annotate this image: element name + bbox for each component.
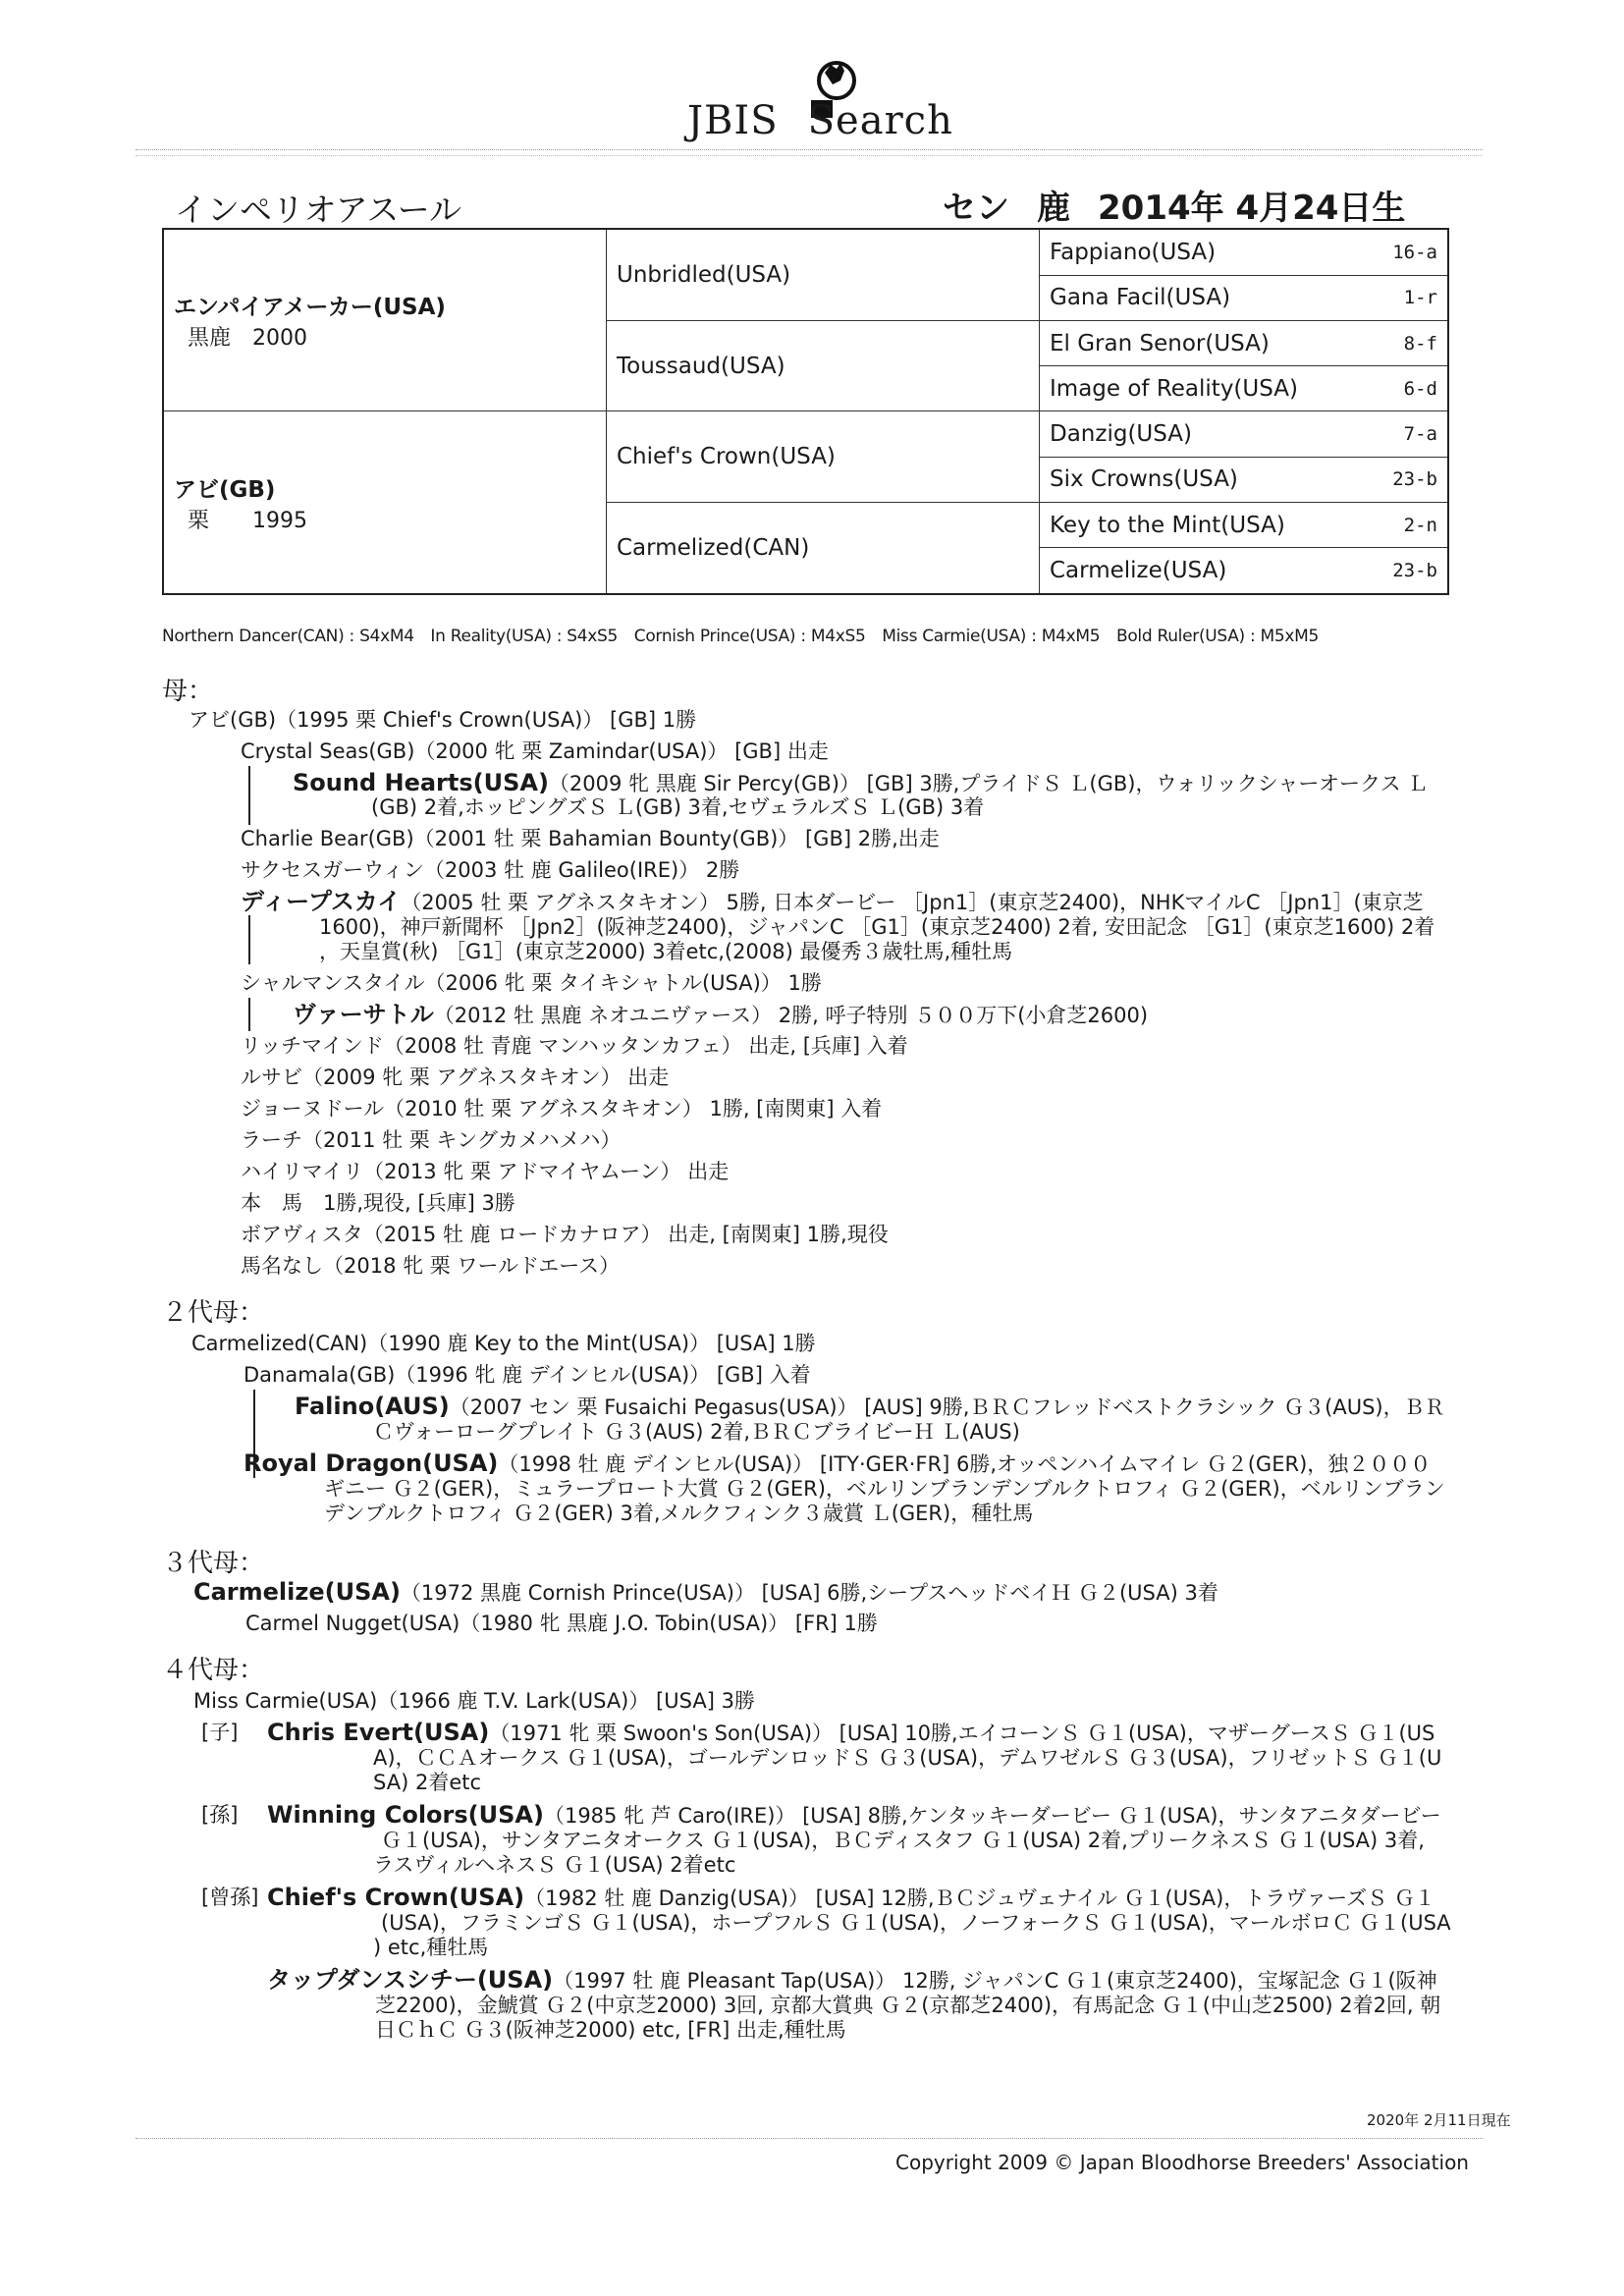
g3-cell: Key to the Mint(USA) 2-n: [1040, 503, 1449, 548]
g3-cell: Image of Reality(USA) 6-d: [1040, 366, 1449, 411]
logo-text: JBIS Search: [687, 98, 953, 143]
g2-cell: Chief's Crown(USA): [607, 411, 1040, 503]
family-line: (USA)，フラミンゴＳ Ｇ１(USA)，ホープフルＳ Ｇ１(USA)，ノーフォークＳ Ｇ１(USA)，マールボロＣ Ｇ１(USA: [381, 1911, 1451, 1935]
g3-cell: Six Crowns(USA) 23-b: [1040, 457, 1449, 502]
family-line: ) etc,種牡馬: [373, 1936, 489, 1959]
tree-bar: [248, 998, 250, 1031]
family-number: 2-n: [1403, 514, 1437, 536]
sire-cell: [163, 229, 607, 411]
family-line: ルサビ（2009 牝 栗 アグネスタキオン） 出走: [241, 1066, 670, 1089]
g2-cell: Unbridled(USA): [607, 229, 1040, 320]
family-line: A)，ＣＣＡオークス Ｇ１(USA)，ゴールデンロッドＳ Ｇ３(USA)，デムワゼルＳ Ｇ３(USA)，フリゼットＳ Ｇ１(U: [373, 1746, 1442, 1770]
family-line: Ｇ１(USA)，サンタアニタオークス Ｇ１(USA)，ＢＣディスタフ Ｇ１(USA) 2着,プリークネスＳ Ｇ１(USA) 3着,: [381, 1829, 1425, 1852]
family-line: Carmelize(USA)（1972 黒鹿 Cornish Prince(USA)） [USA] 6勝,シープスヘッドベイＨ Ｇ２(USA) 3着: [193, 1578, 1218, 1606]
family-line: 日ＣｈＣ Ｇ３(阪神芝2000) etc, [FR] 出走,種牡馬: [375, 2018, 846, 2042]
pedigree-table: [162, 228, 1449, 595]
family-line: サクセスガーウィン（2003 牡 鹿 Galileo(IRE)） 2勝: [241, 858, 740, 882]
header-rule: [135, 149, 1483, 150]
family-line: リッチマインド（2008 牡 青鹿 マンハッタンカフェ） 出走, [兵庫] 入着: [241, 1034, 908, 1058]
family-line: Chris Evert(USA)（1971 牝 栗 Swoon's Son(USA)） [USA] 10勝,エイコーンＳ Ｇ１(USA)，マザーグースＳ Ｇ１(US: [267, 1719, 1435, 1746]
family-line: Carmel Nugget(USA)（1980 牝 黒鹿 J.O. Tobin(USA)） [FR] 1勝: [245, 1612, 878, 1635]
family-line: Royal Dragon(USA)（1998 牡 鹿 デインヒル(USA)） [ITY·GER·FR] 6勝,オッペンハイムマイレ Ｇ２(GER)，独２０００: [244, 1449, 1432, 1477]
section-g3dam: ３代母：: [162, 1549, 265, 1578]
family-line: Sound Hearts(USA)（2009 牝 黒鹿 Sir Percy(GB)） [GB] 3勝,プライドＳ Ｌ(GB)，ウォリックシャーオークス Ｌ: [293, 769, 1429, 796]
family-line: ，天皇賞(秋) ［G1］(東京芝2000) 3着etc,(2008) 最優秀３歳牡馬,種牡馬: [319, 940, 1013, 963]
family-line: 芝2200)，金鯱賞 Ｇ２(中京芝2000) 3回, 京都大賞典 Ｇ２(京都芝2400)，有馬記念 Ｇ１(中山芝2500) 2着2回, 朝: [375, 1994, 1441, 2017]
family-line: 1600)，神戸新聞杯 ［Jpn2］(阪神芝2400)，ジャパンC ［G1］(東京芝2400) 2着, 安田記念 ［G1］(東京芝1600) 2着: [319, 915, 1435, 939]
family-number: 23-b: [1392, 560, 1437, 582]
horse-birth: 2014年 4月24日生: [1098, 189, 1406, 228]
relation-tag: [孫]: [201, 1803, 239, 1827]
family-line: デンブルクトロフィ Ｇ２(GER) 3着,メルクフィンク３歳賞 Ｌ(GER)，種牡馬: [324, 1502, 1034, 1525]
sire-info: 黒鹿 2000: [188, 326, 307, 352]
family-line: タップダンスシチー(USA)（1997 牡 鹿 Pleasant Tap(USA)） 12勝, ジャパンC Ｇ１(東京芝2400)，宝塚記念 Ｇ１(阪神: [267, 1966, 1437, 1994]
family-number: 7-a: [1403, 423, 1437, 446]
horse-color: 鹿: [1037, 189, 1070, 228]
family-line: Charlie Bear(GB)（2001 牡 栗 Bahamian Bounty(GB)） [GB] 2勝,出走: [241, 827, 940, 850]
family-line: 本 馬 1勝,現役, [兵庫] 3勝: [241, 1191, 515, 1215]
family-line: Miss Carmie(USA)（1966 鹿 T.V. Lark(USA)） [USA] 3勝: [193, 1689, 755, 1713]
horse-meta: [943, 181, 1433, 229]
g2-cell: Toussaud(USA): [607, 320, 1040, 411]
family-line: Falino(AUS)（2007 セン 栗 Fusaichi Pegasus(USA)） [AUS] 9勝,ＢＲＣフレッドベストクラシック Ｇ３(AUS)，ＢＲ: [295, 1393, 1445, 1420]
dam-name: アビ(GB): [174, 476, 276, 503]
family-line: ジョーヌドール（2010 牡 栗 アグネスタキオン） 1勝, [南関東] 入着: [241, 1097, 883, 1121]
family-number: 8-f: [1403, 332, 1437, 355]
g3-cell: Carmelize(USA) 23-b: [1040, 548, 1449, 594]
dam-cell: [163, 411, 607, 594]
g3-cell: Fappiano(USA) 16-a: [1040, 229, 1449, 275]
family-line: ディープスカイ（2005 牡 栗 アグネスタキオン） 5勝, 日本ダービー ［Jpn1］(東京芝2400)，NHKマイルC ［Jpn1］(東京芝: [241, 888, 1424, 915]
relation-tag: [子]: [201, 1721, 239, 1744]
inbreeding-line: Northern Dancer(CAN) : S4xM4 In Reality(USA) : S4xS5 Cornish Prince(USA) : M4xS5 Miss Carmie(USA) : M4xM5 Bold Ruler(USA) : M5xM5: [162, 627, 1320, 646]
family-number: 23-b: [1392, 468, 1437, 491]
family-number: 6-d: [1403, 377, 1437, 400]
header-rule-2: [135, 155, 1483, 156]
section-g4dam: ４代母：: [162, 1656, 265, 1685]
family-line: (GB) 2着,ホッピングズＳ Ｌ(GB) 3着,セヴェラルズＳ Ｌ(GB) 3着: [371, 795, 985, 819]
family-line: ラーチ（2011 牡 栗 キングカメハメハ）: [241, 1128, 622, 1152]
family-line: ボアヴィスタ（2015 牡 鹿 ロードカナロア） 出走, [南関東] 1勝,現役: [241, 1223, 889, 1246]
g3-cell: El Gran Senor(USA) 8-f: [1040, 320, 1449, 365]
section-dam: 母：: [162, 677, 214, 706]
family-line: Carmelized(CAN)（1990 鹿 Key to the Mint(USA)） [USA] 1勝: [191, 1332, 816, 1355]
g3-cell: Danzig(USA) 7-a: [1040, 411, 1449, 457]
family-line: Ｃヴォーローグプレイト Ｇ３(AUS) 2着,ＢＲＣブライビーＨ Ｌ(AUS): [373, 1420, 1020, 1444]
family-line: ギニー Ｇ２(GER)，ミュラープロート大賞 Ｇ２(GER)，ベルリンブランデンブルクトロフィ Ｇ２(GER)，ベルリンブラン: [324, 1477, 1445, 1501]
g2-cell: Carmelized(CAN): [607, 503, 1040, 594]
family-line: アビ(GB)（1995 栗 Chief's Crown(USA)） [GB] 1勝: [189, 708, 697, 732]
relation-tag: [曾孫]: [201, 1886, 259, 1909]
g3-cell: Gana Facil(USA) 1-r: [1040, 275, 1449, 320]
horse-name: インペリオアスール: [175, 191, 462, 229]
family-line: Danamala(GB)（1996 牝 鹿 デインヒル(USA)） [GB] 入着: [244, 1363, 811, 1387]
tree-bar: [248, 766, 250, 825]
horse-sex: セン: [943, 189, 1009, 228]
tree-bar: [248, 915, 250, 964]
footer-rule: [135, 2138, 1483, 2139]
family-number: 1-r: [1403, 287, 1437, 309]
family-line: Chief's Crown(USA)（1982 牡 鹿 Danzig(USA)） [USA] 12勝,ＢＣジュヴェナイル Ｇ１(USA)，トラヴァーズＳ Ｇ１: [267, 1884, 1435, 1911]
family-line: シャルマンスタイル（2006 牝 栗 タイキシャトル(USA)） 1勝: [241, 971, 822, 995]
family-number: 16-a: [1392, 241, 1437, 263]
family-line: ラスヴィルヘネスＳ Ｇ１(USA) 2着etc: [373, 1853, 736, 1877]
family-line: SA) 2着etc: [373, 1771, 482, 1794]
copyright: Copyright 2009 © Japan Bloodhorse Breeders' Association: [895, 2151, 1469, 2174]
family-line: ハイリマイリ（2013 牝 栗 アドマイヤムーン） 出走: [241, 1160, 730, 1183]
family-line: Crystal Seas(GB)（2000 牝 栗 Zamindar(USA)） [GB] 出走: [241, 739, 829, 763]
family-line: 馬名なし（2018 牝 栗 ワールドエース）: [241, 1254, 621, 1278]
family-line: ヴァーサトル（2012 牡 黒鹿 ネオユニヴァース） 2勝, 呼子特別 ５００万下(小倉芝2600): [293, 1001, 1149, 1028]
sire-name: エンパイアメーカー(USA): [174, 295, 446, 321]
section-g2dam: ２代母：: [162, 1298, 265, 1328]
family-line: Winning Colors(USA)（1985 牝 芦 Caro(IRE)） [USA] 8勝,ケンタッキーダービー Ｇ１(USA)，サンタアニタダービー: [267, 1801, 1441, 1829]
as-of-date: 2020年 2月11日現在: [1367, 2111, 1511, 2129]
jbis-logo: [687, 51, 953, 144]
dam-info: 栗 1995: [188, 508, 307, 533]
